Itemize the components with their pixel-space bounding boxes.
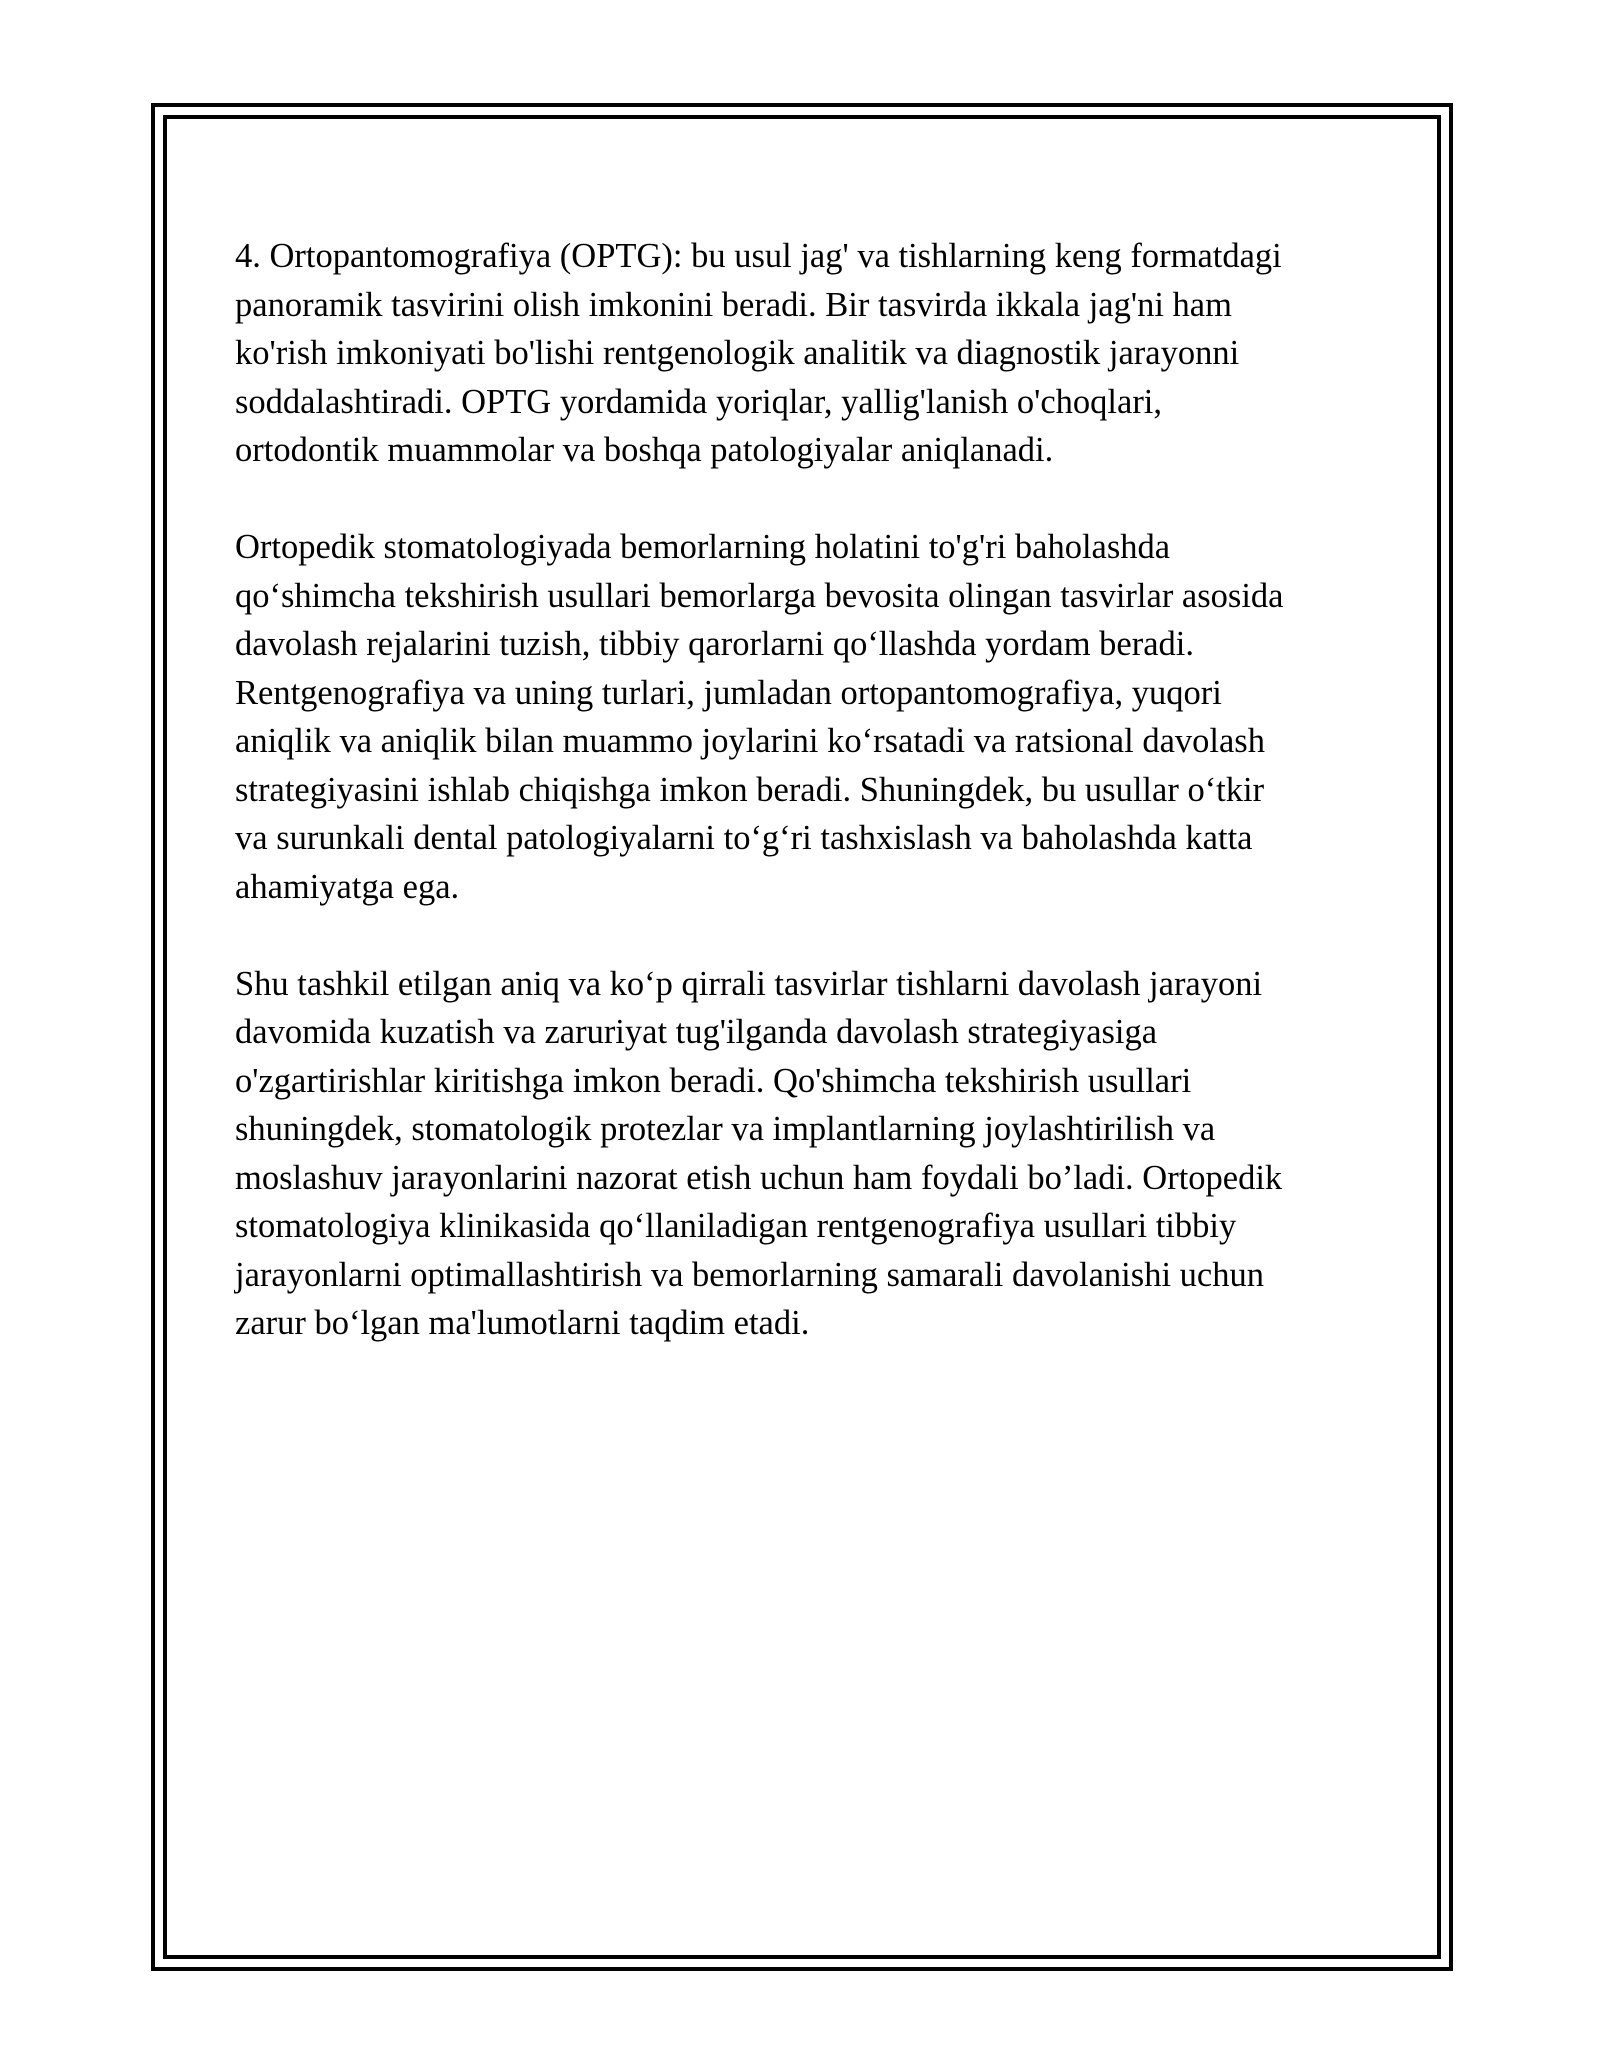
document-body — [235, 232, 1385, 1396]
paragraph-optg: 4. Ortopantomografiya (OPTG): bu usul jag' va tishlarning keng formatdagi panoramik tasvirini olish imkonini beradi. Bir tasvirda ikkala jag'ni ham ko'rish imkoniyati bo'lishi rentgenologik analitik va diagnostik jarayonni soddalashtiradi. OPTG yordamida yoriqlar, yallig'lanish o'choqlari, ortodontik muammolar va boshqa patologiyalar aniqlanadi. — [235, 237, 1282, 469]
paragraph-organized-images: Shu tashkil etilgan aniq va ko‘p qirrali tasvirlar tishlarni davolash jarayoni davomida kuzatish va zaruriyat tug'ilganda davolash strategiyasiga o'zgartirishlar kiritishga imkon beradi. Qo'shimcha tekshirish usullari shuningdek, stomatologik protezlar va implantlarning joylashtirilish va moslashuv jarayonlarini nazorat etish uchun ham foydali bo’ladi. Ortopedik stomatologiya klinikasida qo‘llaniladigan rentgenografiya usullari tibbiy jarayonlarni optimallashtirish va bemorlarning samarali davolanishi uchun zarur bo‘lgan ma'lumotlarni taqdim etadi. — [235, 964, 1283, 1342]
paragraph-orthopedic-stomatology: Ortopedik stomatologiyada bemorlarning holatini to'g'ri baholashda qo‘shimcha tekshirish usullari bemorlarga bevosita olingan tasvirlar asosida davolash rejalarini tuzish, tibbiy qarorlarni qo‘llashda yordam beradi. Rentgenografiya va uning turlari, jumladan ortopantomografiya, yuqori aniqlik va aniqlik bilan muammo joylarini ko‘rsatadi va ratsional davolash strategiyasini ishlab chiqishga imkon beradi. Shuningdek, bu usullar o‘tkir va surunkali dental patologiyalarni to‘g‘ri tashxislash va baholashda katta ahamiyatga ega. — [235, 528, 1284, 906]
